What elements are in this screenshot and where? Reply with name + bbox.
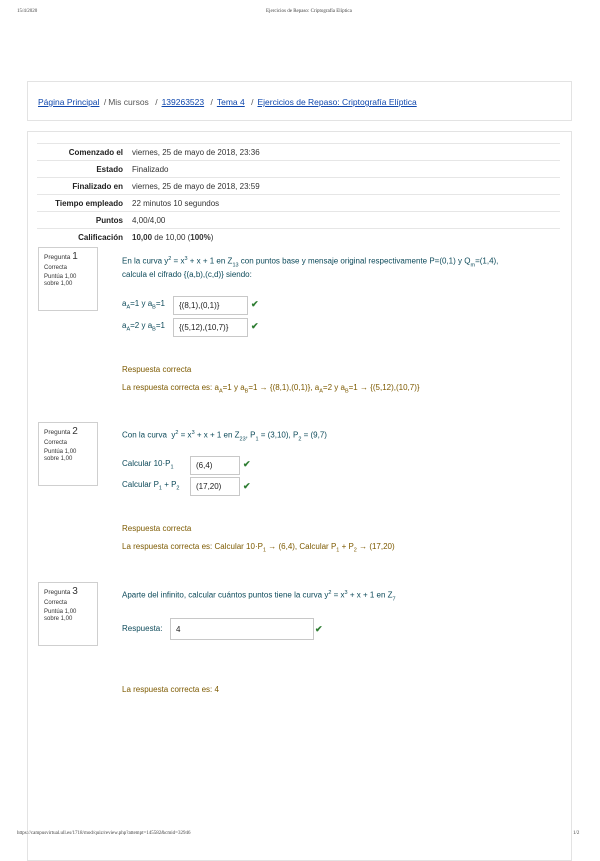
question-number-value: 1 <box>72 251 78 262</box>
summary-row <box>37 144 560 161</box>
print-page: 1/2 <box>573 831 580 836</box>
answer-input[interactable]: 4 <box>170 618 314 640</box>
question-number <box>44 586 92 597</box>
feedback-text: Respuesta correcta <box>122 524 192 533</box>
check-icon: ✔ <box>243 481 251 491</box>
check-icon: ✔ <box>315 624 323 634</box>
breadcrumb-quiz[interactable]: Ejercicios de Repaso: Criptografía Elíptica <box>257 97 417 107</box>
right-answer-part: {(5,12),(10,7)} <box>370 383 420 392</box>
feedback-text: Respuesta correcta <box>122 365 192 374</box>
summary-row <box>37 161 560 178</box>
question-text-line2: calcula el cifrado {(a,b),(c,d)} siendo: <box>122 270 252 279</box>
breadcrumb-course[interactable]: 139263523 <box>161 97 205 107</box>
right-answer: La respuesta correcta es: Calcular $10\cdot P_1 \to (6,4)$, Calcular $P_1 + P_2 \to (17,20)$ <box>122 542 395 554</box>
summary-row <box>37 178 560 195</box>
question-info-3 <box>38 582 98 646</box>
answer-field[interactable]: {(8,1),(0,1)} <box>173 296 248 315</box>
sub-question-label: Calcular $P_1 + P_2$ <box>122 480 180 492</box>
breadcrumb-section[interactable]: Tema 4 <box>216 97 245 107</box>
breadcrumb-courses[interactable]: Mis cursos <box>108 97 149 107</box>
question-number-value: 2 <box>72 426 78 437</box>
summary-value <box>128 229 560 246</box>
question-max: sobre 1,00 <box>44 281 73 287</box>
sub-question-label: $a_A=2$ y $a_B=1$ <box>122 321 165 333</box>
summary-value: viernes, 25 de mayo de 2018, 23:59 <box>128 178 560 195</box>
summary-label: Tiempo empleado <box>37 195 128 212</box>
question-label: Pregunta <box>44 589 71 596</box>
right-answer-part: (6,4), Calcular P <box>278 542 337 551</box>
summary-row <box>37 212 560 229</box>
breadcrumb-separator: / <box>155 97 158 107</box>
sub-question-label: $a_A=1$ y $a_B=1$ <box>122 299 165 311</box>
qtext-part: En la curva <box>122 256 163 266</box>
question-info-1 <box>38 247 98 311</box>
question-max: sobre 1,00 <box>44 616 73 622</box>
question-status: Correcta <box>44 440 68 446</box>
question-label: Pregunta <box>44 254 71 261</box>
question-status: Correcta <box>44 600 68 606</box>
question-status: Correcta <box>44 265 68 271</box>
qtext-part: puntos base y mensaje original respectivamente P=(0,1) y Q <box>255 256 471 266</box>
grade-value: 10,00 <box>132 232 153 242</box>
question-score: Puntúa 1,00 <box>44 274 77 280</box>
grade-close: ) <box>210 232 214 242</box>
question-text: Con la curva $y^2 = x^3 + x + 1$ en $Z_{23}$, $P_1 = (3,10)$, $P_2 = (9,7)$ <box>122 430 327 443</box>
check-icon: ✔ <box>243 459 251 469</box>
question-text: En la curva $y^2 = x^3 + x + 1$ en $Z_{13}$ con puntos base y mensaje original respectivamente P=(0,1) y $Q_m=(1,4)$, <box>122 256 499 269</box>
answer-field[interactable]: (17,20) <box>190 477 240 496</box>
question-number-value: 3 <box>72 586 78 597</box>
summary-value: 22 minutos 10 segundos <box>128 195 560 212</box>
summary-label: Finalizado en <box>37 178 128 195</box>
right-answer: La respuesta correcta es: $a_A=1$ y $a_B=1 \to \{(8,1),(0,1)\}$, $a_A=2$ y $a_B=1 \to \{(5,12),(10,7)\}$ <box>122 383 420 395</box>
check-icon: ✔ <box>251 299 259 309</box>
question-max: sobre 1,00 <box>44 456 73 462</box>
answer-field[interactable]: {(5,12),(10,7)} <box>173 318 248 337</box>
right-answer-part: (17,20) <box>369 542 395 551</box>
right-answer-part: {(8,1),(0,1)}, <box>269 383 313 392</box>
right-answer-part: La respuesta correcta es: Calcular 10·P <box>122 542 263 551</box>
summary-label: Estado <box>37 161 128 178</box>
breadcrumb-separator: / <box>210 97 213 107</box>
question-text: Aparte del infinito, calcular cuántos puntos tiene la curva $y^2 = x^3 + x + 1$ en $Z_7$ <box>122 590 396 603</box>
question-number <box>44 251 92 262</box>
sub-question-label: Calcular $10\cdot P_1$ <box>122 459 174 471</box>
answer-field[interactable]: (6,4) <box>190 456 240 475</box>
question-score: Puntúa 1,00 <box>44 609 77 615</box>
sub-label-text: Calcular 10·P <box>122 459 171 468</box>
attempt-summary-table <box>37 143 560 245</box>
summary-label: Calificación <box>37 229 128 246</box>
right-answer-part: La respuesta correcta es: <box>122 383 213 392</box>
breadcrumb-separator: / <box>251 97 254 107</box>
summary-value: 4,00/4,00 <box>128 212 560 229</box>
summary-label: Puntos <box>37 212 128 229</box>
question-info-2 <box>38 422 98 486</box>
qtext-part: =(1,4), <box>475 256 499 266</box>
print-date: 15/4/2020 <box>17 9 38 14</box>
print-url: https://campusvirtual.ull.es/1718/mod/quiz/review.php?attempt=145582&cmid=32946 <box>17 831 191 836</box>
question-score: Puntúa 1,00 <box>44 449 77 455</box>
qtext-part: Aparte del infinito, calcular cuántos puntos tiene la curva <box>122 590 323 600</box>
qtext-part: Con la curva <box>122 430 167 440</box>
answer-label: Respuesta: <box>122 624 163 633</box>
summary-value: Finalizado <box>128 161 560 178</box>
print-title: Ejercicios de Repaso: Criptografía Elíptica <box>266 9 352 14</box>
breadcrumb-home[interactable]: Página Principal <box>38 97 100 107</box>
grade-percent: 100% <box>190 232 211 242</box>
summary-row <box>37 195 560 212</box>
question-label: Pregunta <box>44 429 71 436</box>
summary-value: viernes, 25 de mayo de 2018, 23:36 <box>128 144 560 161</box>
right-answer: La respuesta correcta es: 4 <box>122 685 219 694</box>
breadcrumb <box>38 97 417 107</box>
summary-row <box>37 229 560 246</box>
breadcrumb-separator: / <box>103 97 107 107</box>
sub-label-text: Calcular P <box>122 480 159 489</box>
summary-label: Comenzado el <box>37 144 128 161</box>
question-number <box>44 426 92 437</box>
check-icon: ✔ <box>251 321 259 331</box>
grade-of: de 10,00 ( <box>152 232 191 242</box>
